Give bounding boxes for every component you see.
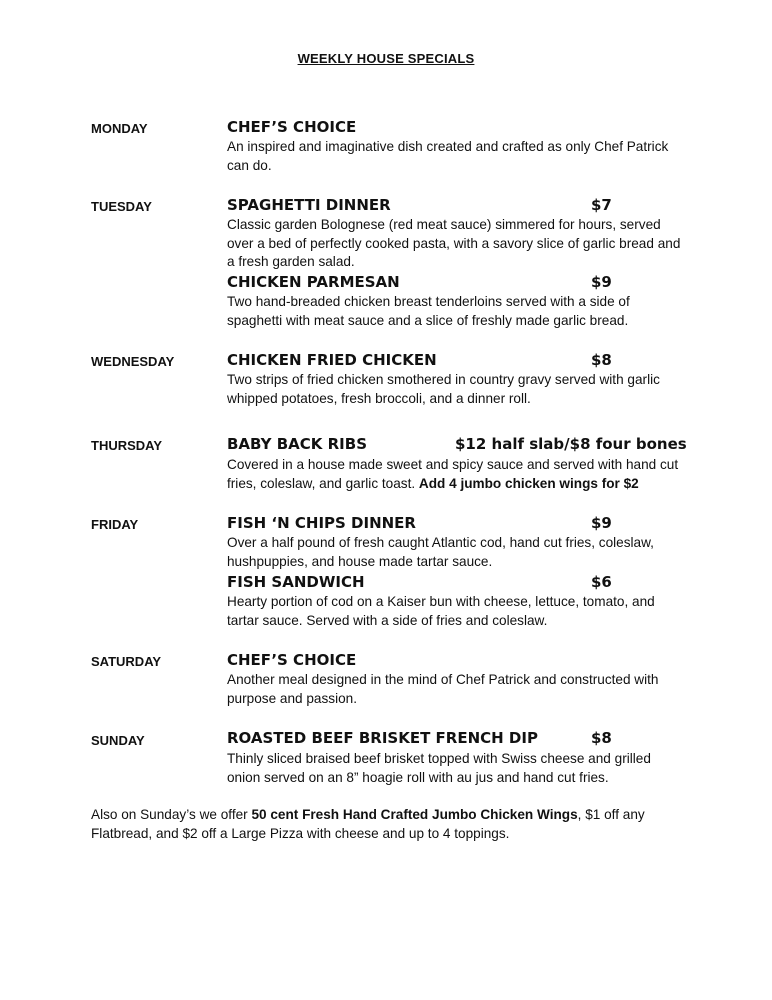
ribs-addon-text: Add 4 jumbo chicken wings for $2 (418, 475, 639, 491)
dish-price-fish-n-chips: $9 (591, 514, 612, 532)
dish-description-saturday-chefs-choice: Another meal designed in the mind of Chef Patrick and constructed with purpose and passion. (227, 672, 659, 706)
day-label-tuesday: TUESDAY (91, 199, 152, 214)
dish-name-monday-chefs-choice: CHEF’S CHOICE (227, 118, 357, 136)
dish-description-chicken-parmesan: Two hand-breaded chicken breast tenderloins served with a side of spaghetti with meat sauce and a slice of freshly made garlic bread. (227, 294, 630, 328)
dish-description-fish-sandwich: Hearty portion of cod on a Kaiser bun with cheese, lettuce, tomato, and tartar sauce. Served with a side of fries and coleslaw. (227, 594, 655, 628)
dish-name-chicken-parmesan: CHICKEN PARMESAN (227, 273, 400, 291)
day-label-saturday: SATURDAY (91, 654, 162, 669)
sunday-offer-rest: , $1 off any Flatbread, and $2 off a Large Pizza with cheese and up to 4 toppings. (91, 807, 645, 841)
dish-price-chicken-fried-chicken: $8 (591, 351, 612, 369)
dish-name-french-dip: ROASTED BEEF BRISKET FRENCH DIP (227, 729, 538, 747)
dish-name-fish-sandwich: FISH SANDWICH (227, 573, 365, 591)
dish-price-fish-sandwich: $6 (591, 573, 612, 591)
day-label-monday: MONDAY (91, 121, 148, 136)
dish-description-chicken-fried-chicken: Two strips of fried chicken smothered in country gravy served with garlic whipped potatoes, fresh broccoli, and a dinner roll. (227, 372, 660, 406)
dish-name-spaghetti-dinner: SPAGHETTI DINNER (227, 196, 391, 214)
dish-name-fish-n-chips: FISH ‘N CHIPS DINNER (227, 514, 416, 532)
dish-price-spaghetti-dinner: $7 (591, 196, 612, 214)
dish-price-chicken-parmesan: $9 (591, 273, 612, 291)
dish-description-french-dip: Thinly sliced braised beef brisket topped with Swiss cheese and grilled onion served on an 8” hoagie roll with au jus and hand cut fries. (227, 751, 651, 785)
ribs-description-text: Covered in a house made sweet and spicy sauce and served with hand cut fries, coleslaw, and garlic toast. (227, 457, 679, 491)
sunday-offer-lead: Also on Sunday’s we offer (91, 807, 252, 822)
dish-name-chicken-fried-chicken: CHICKEN FRIED CHICKEN (227, 351, 437, 369)
page-title: WEEKLY HOUSE SPECIALS (297, 51, 475, 66)
dish-name-baby-back-ribs: BABY BACK RIBS (227, 435, 368, 453)
dish-price-baby-back-ribs: $12 half slab/$8 four bones (455, 435, 687, 453)
dish-description-monday-chefs-choice: An inspired and imaginative dish created and crafted as only Chef Patrick can do. (227, 139, 669, 173)
day-label-friday: FRIDAY (91, 517, 139, 532)
day-label-sunday: SUNDAY (91, 733, 145, 748)
day-label-wednesday: WEDNESDAY (91, 354, 175, 369)
sunday-offer-highlight: 50 cent Fresh Hand Crafted Jumbo Chicken Wings (251, 807, 578, 822)
dish-price-french-dip: $8 (591, 729, 612, 747)
sunday-offer-note (91, 806, 651, 843)
dish-description-baby-back-ribs (227, 456, 683, 493)
dish-description-fish-n-chips: Over a half pound of fresh caught Atlantic cod, hand cut fries, coleslaw, hushpuppies, and house made tartar sauce. (227, 535, 654, 569)
dish-name-saturday-chefs-choice: CHEF’S CHOICE (227, 651, 357, 669)
dish-description-spaghetti-dinner: Classic garden Bolognese (red meat sauce) simmered for hours, served over a bed of perfectly cooked pasta, with a savory slice of garlic bread and a fresh garden salad. (227, 217, 681, 269)
day-label-thursday: THURSDAY (91, 438, 163, 453)
